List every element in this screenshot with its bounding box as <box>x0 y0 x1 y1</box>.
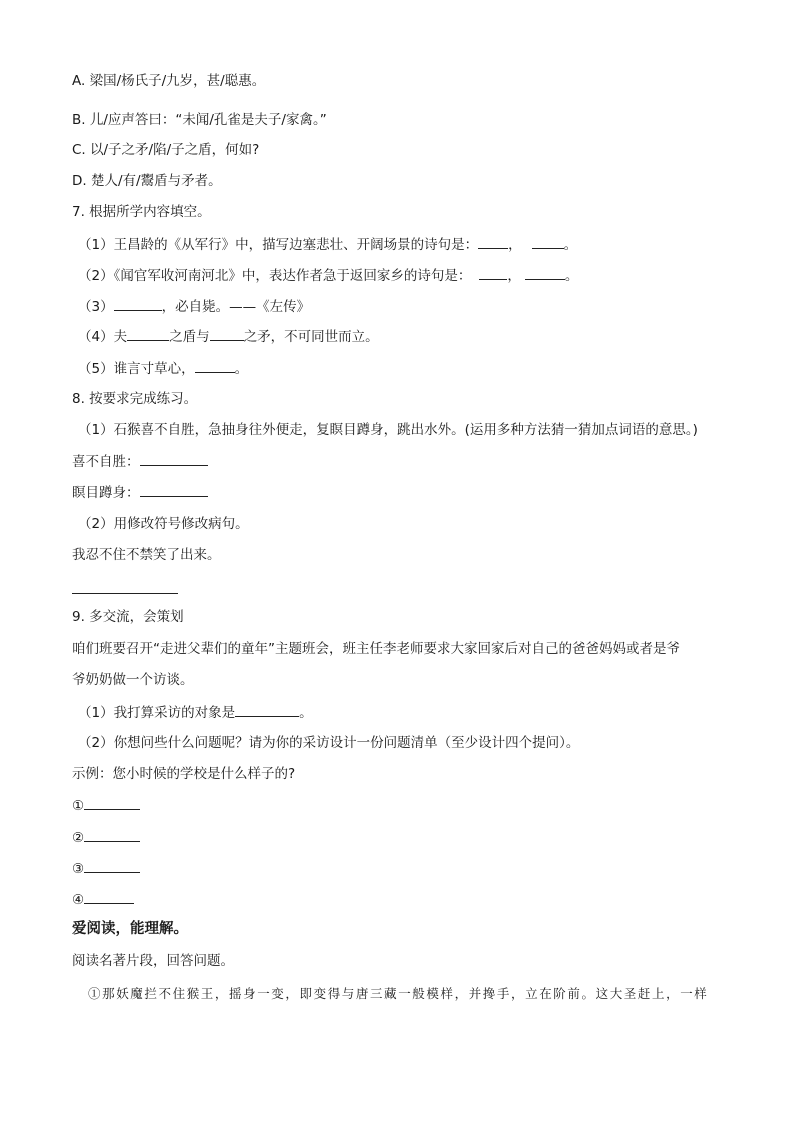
q8-term-1: 喜不自胜： <box>72 452 208 471</box>
q9-question-3-blank[interactable] <box>84 859 140 873</box>
q8-item-2: （2）用修改符号修改病句。 <box>78 516 249 532</box>
option-a: A. 梁国/杨氏子/九岁，甚/聪惠。 <box>72 73 266 89</box>
reading-passage: ①那妖魔拦不住猴王，摇身一变，即变得与唐三藏一般模样，并搀手，立在阶前。这大圣赶上，一样 <box>88 986 709 1001</box>
q7-3-blank[interactable] <box>114 297 162 311</box>
q9-question-1-blank[interactable] <box>84 796 140 810</box>
q7-item-4: （4）夫 之盾与 之矛，不可同世而立。 <box>78 329 379 345</box>
q9-item-1: （1）我打算采访的对象是 。 <box>78 705 313 721</box>
q7-item-3: （3） ，必自毙。——《左传》 <box>78 299 311 315</box>
section-heading: 爱阅读，能理解。 <box>72 921 188 937</box>
q7-2-blank-b[interactable] <box>525 266 565 280</box>
q9-example: 示例：您小时候的学校是什么样子的? <box>72 766 296 782</box>
q8-item-1: （1）石猴喜不自胜，急抽身往外便走，复瞑目蹲身，跳出水外。(运用多种方法猜一猜加点词语的意思。) <box>78 422 698 438</box>
q9-question-4-blank[interactable] <box>84 890 134 904</box>
q8-sentence: 我忍不住不禁笑了出来。 <box>72 547 221 563</box>
q7-5-blank[interactable] <box>195 359 235 373</box>
option-d: D. 楚人/有/鬻盾与矛者。 <box>72 173 222 189</box>
q7-1-blank-b[interactable] <box>532 235 564 249</box>
q7-item-2: （2）《闻官军收河南河北》中，表达作者急于返回家乡的诗句是： ， 。 <box>78 268 579 284</box>
q9-intro-line-1: 咱们班要召开“走进父辈们的童年”主题班会，班主任李老师要求大家回家后对自己的爸爸妈妈或者是爷 <box>72 641 680 657</box>
reading-instruction: 阅读名著片段，回答问题。 <box>72 953 234 969</box>
q9-question-4: ④ <box>72 890 134 909</box>
q9-question-1: ① <box>72 796 140 815</box>
q8-term-2-blank[interactable] <box>140 483 208 497</box>
q7-item-1: （1）王昌龄的《从军行》中，描写边塞悲壮、开阔场景的诗句是： ， 。 <box>78 237 578 253</box>
q9-item-2: （2）你想问些什么问题呢？请为你的采访设计一份问题清单（至少设计四个提问）。 <box>78 735 580 751</box>
q7-item-5: （5）谁言寸草心， 。 <box>78 361 249 377</box>
q8-term-1-blank[interactable] <box>140 452 208 466</box>
q9-question-3: ③ <box>72 859 140 878</box>
q7-4-blank-b[interactable] <box>210 327 244 341</box>
q9-question-2-blank[interactable] <box>84 828 140 842</box>
q7-1-blank-a[interactable] <box>478 235 508 249</box>
q7-4-blank-a[interactable] <box>127 327 169 341</box>
option-b: B. 儿/应声答曰：“未闻/孔雀是夫子/家禽。” <box>72 112 327 128</box>
q8-answer-line[interactable] <box>72 593 178 594</box>
q9-intro-line-2: 爷奶奶做一个访谈。 <box>72 672 194 688</box>
q7-2-blank-a[interactable] <box>479 266 507 280</box>
q8-title: 8. 按要求完成练习。 <box>72 391 198 407</box>
option-c: C. 以/子之矛/陷/子之盾，何如? <box>72 142 260 158</box>
q7-title: 7. 根据所学内容填空。 <box>72 204 211 220</box>
q8-term-2: 瞑目蹲身： <box>72 483 208 502</box>
q9-1-blank[interactable] <box>235 703 299 717</box>
q9-title: 9. 多交流，会策划 <box>72 609 184 625</box>
q9-question-2: ② <box>72 828 140 847</box>
